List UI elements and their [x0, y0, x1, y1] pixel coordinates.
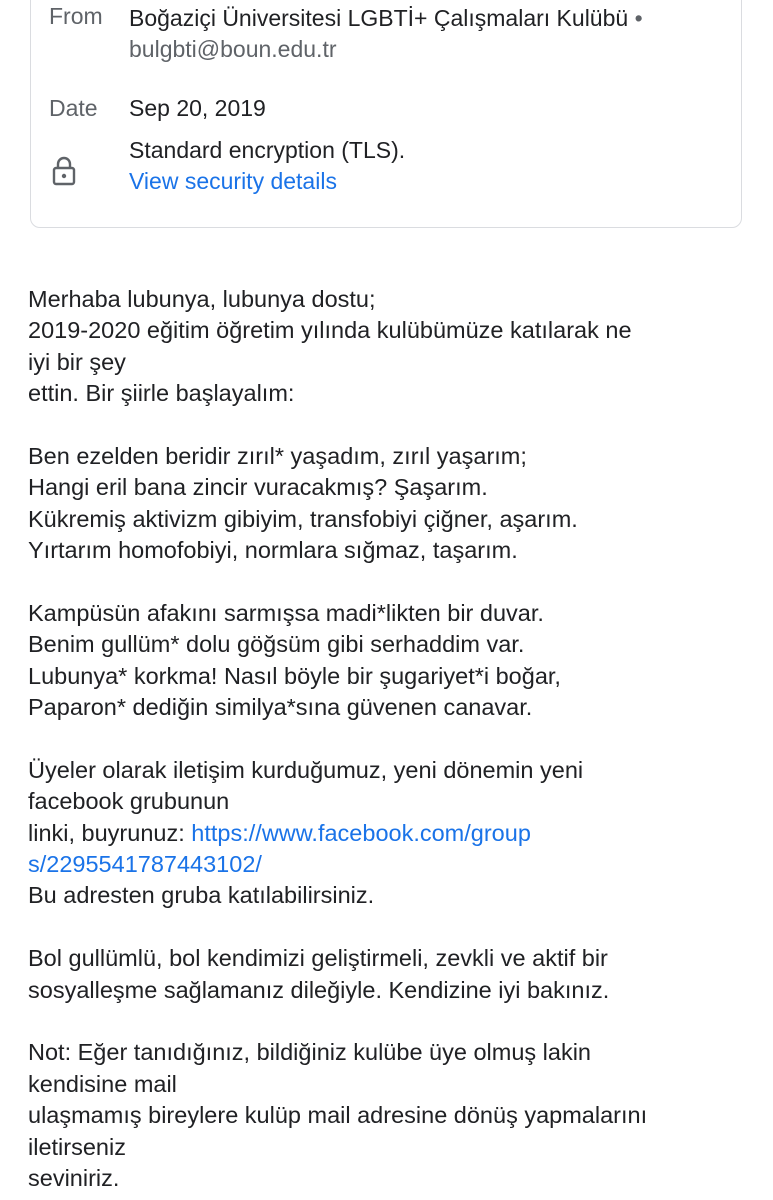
poem-line: Kükremiş aktivizm gibiyim, transfobiyi çiğner, aşarım. [28, 505, 578, 532]
sender-email[interactable]: bulgbti@boun.edu.tr [129, 36, 337, 62]
body-line: seviniriz. [28, 1164, 120, 1191]
body-line: Üyeler olarak iletişim kurduğumuz, yeni dönemin yeni [28, 756, 584, 783]
date-label: Date [49, 95, 98, 121]
facebook-group-link-continued[interactable]: s/2295541787443102/ [28, 851, 262, 878]
poem-line: Kampüsün afakını sarmışsa madi*likten bir duvar. [28, 599, 544, 626]
facebook-group-link[interactable]: https://www.facebook.com/group [191, 819, 531, 846]
body-line: Merhaba lubunya, lubunya dostu; [28, 286, 376, 312]
lock-icon [51, 155, 77, 187]
body-line: ettin. Bir şiirle başlayalım: [28, 380, 295, 407]
paragraph-gap [28, 723, 758, 754]
poem-line: Lubunya* korkma! Nasıl böyle bir şugariyet*i boğar, [28, 662, 561, 689]
paragraph-gap [28, 912, 758, 943]
poem-line: Paparon* dediğin similya*sına güvenen canavar. [28, 694, 533, 721]
body-line [28, 818, 758, 849]
link-prefix: linki, buyrunuz: [28, 819, 192, 846]
paragraph-gap [28, 567, 758, 598]
poem-line: Benim gullüm* dolu göğsüm gibi serhaddim var. [28, 631, 525, 658]
paragraph-gap [28, 1006, 758, 1037]
paragraph-gap [28, 410, 758, 441]
encryption-text: Standard encryption (TLS). [129, 137, 406, 163]
poem-line: Hangi eril bana zincir vuracakmış? Şaşarım. [28, 474, 488, 501]
body-line: facebook grubunun [28, 788, 230, 815]
sender-separator: • [634, 5, 643, 31]
poem-line: Ben ezelden beridir zırıl* yaşadım, zırıl yaşarım; [28, 442, 527, 469]
view-security-details-link[interactable]: View security details [129, 168, 337, 194]
body-line: 2019-2020 eğitim öğretim yılında kulübümüze katılarak ne [28, 317, 632, 344]
body-line: Bu adresten gruba katılabilirsiniz. [28, 882, 375, 909]
poem-line: Yırtarım homofobiyi, normlara sığmaz, taşarım. [28, 537, 518, 564]
body-line: iyi bir şey [28, 348, 126, 375]
date-value: Sep 20, 2019 [129, 95, 266, 121]
sender-name[interactable]: Boğaziçi Üniversitesi LGBTİ+ Çalışmaları Kulübü [129, 5, 629, 31]
body-line: Bol gullümlü, bol kendimizi geliştirmeli, zevkli ve aktif bir [28, 945, 608, 972]
encryption-info [129, 135, 405, 197]
body-line: ulaşmamış bireylere kulüp mail adresine dönüş yapmalarını [28, 1102, 648, 1129]
body-line: sosyalleşme sağlamanız dileğiyle. Kendizine iyi bakınız. [28, 976, 610, 1003]
sender-info[interactable] [129, 3, 643, 65]
message-details-card [30, 0, 742, 228]
from-label: From [49, 3, 103, 29]
body-line: Not: Eğer tanıdığınız, bildiğiniz kulübe üye olmuş lakin [28, 1039, 592, 1066]
body-line: kendisine mail [28, 1070, 177, 1097]
body-line: iletirseniz [28, 1133, 126, 1160]
email-body [28, 284, 758, 1194]
